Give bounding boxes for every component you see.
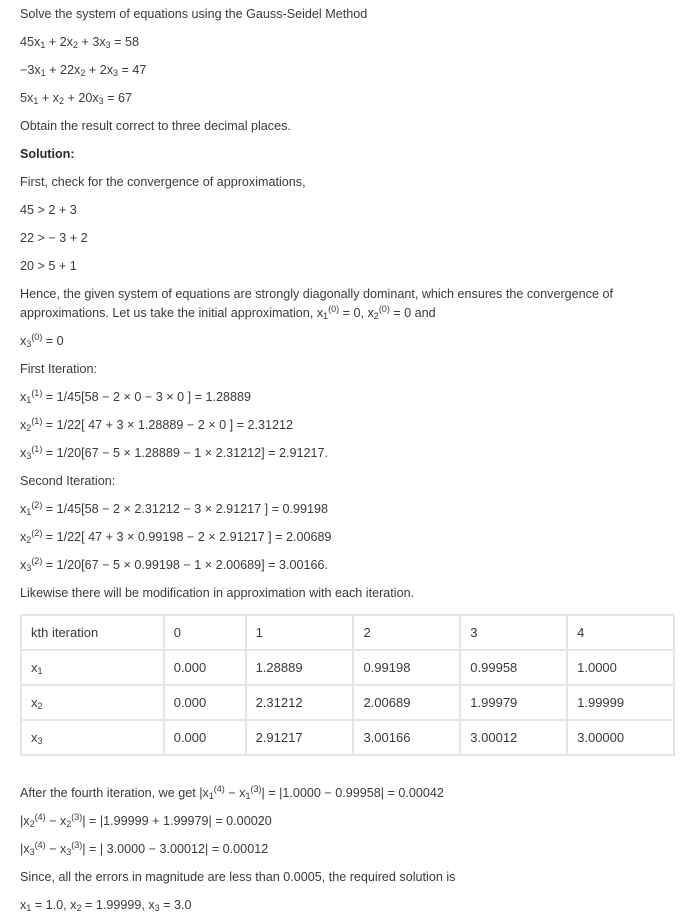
table-cell: 0.99198 bbox=[354, 651, 461, 686]
check-3: 20 > 5 + 1 bbox=[20, 259, 77, 273]
error-x1: After the fourth iteration, we get $|x_1^{(4)} - x_1^{(3)}| = |1.0000 - 0.99958| = 0.00042$ bbox=[20, 784, 444, 801]
diagonal-dominance-paragraph: Hence, the given system of equations are strongly diagonally dominant, which ensures the convergence of approximations. Let us take the initial approximation, $x_1^{(0)} = 0$, $x_2^{(0)} = 0$ and bbox=[20, 287, 613, 321]
first-iteration-label: First Iteration: bbox=[20, 362, 97, 376]
table-row-label: $x_2$ bbox=[20, 686, 165, 721]
second-iter-x3: $x_3^{(2)} = 1/20[67 - 5 \times 0.99198 - 1 \times 2.00689] = 3.00166$. bbox=[20, 556, 329, 573]
equation-3: $5x_1 + x_2 + 20x_3 = 67$ bbox=[20, 91, 133, 106]
table-cell: 1.0000 bbox=[568, 651, 675, 686]
table-cell: 0.000 bbox=[165, 686, 247, 721]
table-cell: 3.00166 bbox=[354, 721, 461, 756]
accuracy-note: Obtain the result correct to three decimal places. bbox=[20, 119, 291, 133]
table-cell: 1.99999 bbox=[568, 686, 675, 721]
table-row-label: $x_3$ bbox=[20, 721, 165, 756]
table-cell: 0.99958 bbox=[461, 651, 568, 686]
table-row bbox=[20, 686, 675, 721]
error-x3: $|x_3^{(4)} - x_3^{(3)}|$ = | 3.0000 − 3.00012| = 0.00012 bbox=[20, 840, 269, 857]
final-solution: $x_1 = 1.0$, $x_2 = 1.99999$, $x_3 = 3.0$ bbox=[20, 898, 192, 913]
solution-heading: Solution: bbox=[20, 147, 75, 161]
likewise-note: Likewise there will be modification in approximation with each iteration. bbox=[20, 586, 415, 600]
conclusion: Since, all the errors in magnitude are less than 0.0005, the required solution is bbox=[20, 870, 456, 884]
table-header-cell: 1 bbox=[247, 614, 355, 651]
table-header-cell: 2 bbox=[354, 614, 461, 651]
table-header-row bbox=[20, 614, 675, 651]
table-cell: 3.00012 bbox=[461, 721, 568, 756]
table-cell: 2.00689 bbox=[354, 686, 461, 721]
iteration-table bbox=[20, 614, 675, 756]
table-header-cell: kth iteration bbox=[20, 614, 165, 651]
second-iter-x1: $x_1^{(2)} = 1/45[58 - 2 \times 2.31212 - 3 \times 2.91217$ ] = 0.99198 bbox=[20, 500, 329, 517]
first-iter-x1: $x_1^{(1)} = 1/45[58 - 2 \times 0 - 3 \times 0$ ] = 1.28889 bbox=[20, 388, 251, 405]
table-cell: 1.99979 bbox=[461, 686, 568, 721]
equation-2: $-3x_1 + 22x_2 + 2x_3 = 47$ bbox=[20, 63, 147, 78]
problem-title: Solve the system of equations using the Gauss-Seidel Method bbox=[20, 7, 368, 21]
convergence-intro: First, check for the convergence of approximations, bbox=[20, 175, 306, 189]
table-cell: 2.31212 bbox=[247, 686, 355, 721]
table-cell: 3.00000 bbox=[568, 721, 675, 756]
first-iter-x3: $x_3^{(1)} = 1/20[67 - 5 \times 1.28889 - 1 \times 2.31212] = 2.91217$. bbox=[20, 444, 329, 461]
second-iteration-label: Second Iteration: bbox=[20, 474, 116, 488]
table-row-label: $x_1$ bbox=[20, 651, 165, 686]
table-cell: 0.000 bbox=[165, 651, 247, 686]
error-x2: $|x_2^{(4)} - x_2^{(3)}| = |1.99999 + 1.99979| = 0.00020$ bbox=[20, 812, 272, 829]
second-iter-x2: $x_2^{(2)} = 1/22$[ 47 + 3 × 0.99198 − 2 × 2.91217 ] = 2.00689 bbox=[20, 528, 332, 545]
first-iter-x2: $x_2^{(1)} = 1/22$[ 47 + 3 × 1.28889 − 2 × 0 ] = 2.31212 bbox=[20, 416, 294, 433]
equation-1: $45x_1 + 2x_2 + 3x_3 = 58$ bbox=[20, 35, 140, 50]
table-cell: 2.91217 bbox=[247, 721, 355, 756]
table-header-cell: 4 bbox=[568, 614, 675, 651]
check-1: 45 > 2 + 3 bbox=[20, 203, 77, 217]
table-header-cell: 0 bbox=[165, 614, 247, 651]
table-cell: 0.000 bbox=[165, 721, 247, 756]
initial-x3: $x_3^{(0)} = 0$ bbox=[20, 332, 64, 349]
table-row bbox=[20, 651, 675, 686]
check-2: 22 > − 3 + 2 bbox=[20, 231, 88, 245]
table-header-cell: 3 bbox=[461, 614, 568, 651]
table-cell: 1.28889 bbox=[247, 651, 355, 686]
table-row bbox=[20, 721, 675, 756]
